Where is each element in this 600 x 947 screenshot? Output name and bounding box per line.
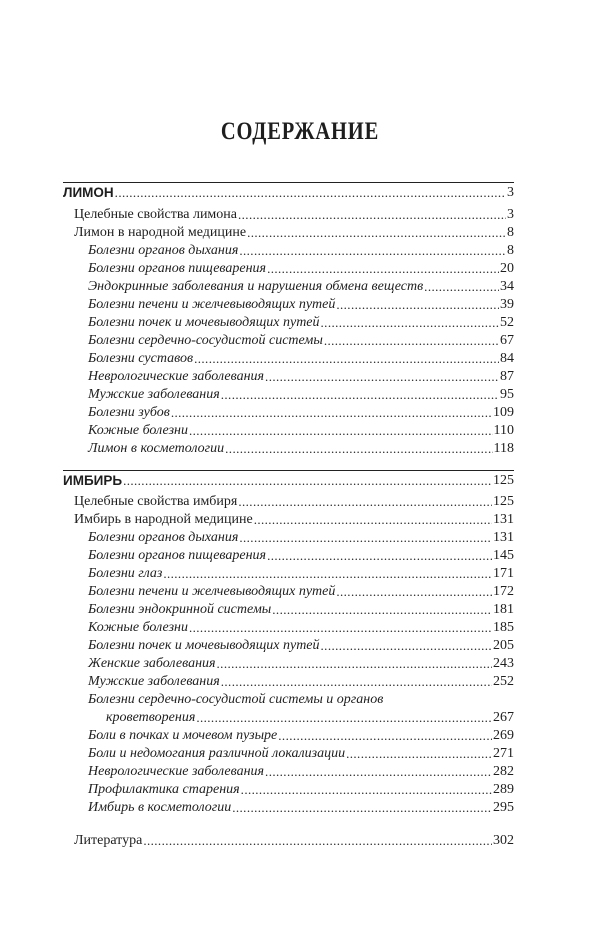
toc-page-number: 172 bbox=[493, 584, 514, 599]
toc-page-number: 110 bbox=[493, 423, 514, 438]
toc-entry[interactable] bbox=[74, 511, 514, 529]
toc-subentry[interactable] bbox=[88, 655, 514, 673]
toc-page-number: 181 bbox=[493, 602, 514, 617]
toc-page-number: 171 bbox=[493, 566, 514, 581]
toc-heading-label: ИМБИРЬ bbox=[63, 473, 123, 488]
toc-subentry[interactable] bbox=[88, 260, 514, 278]
leader-dots bbox=[321, 314, 499, 332]
toc-page-number: 271 bbox=[493, 746, 514, 761]
toc-page-number: 8 bbox=[507, 243, 514, 258]
toc-subentry-label: Болезни органов дыхания bbox=[88, 530, 239, 545]
toc-subentry-label: Имбирь в косметологии bbox=[88, 800, 232, 815]
leader-dots bbox=[272, 601, 492, 619]
toc-subentry-label: Эндокринные заболевания и нарушения обмена веществ bbox=[88, 279, 424, 294]
toc-subentry[interactable] bbox=[88, 583, 514, 601]
leader-dots bbox=[336, 583, 492, 601]
toc-subentry-label: Боли и недомогания различной локализации bbox=[88, 746, 346, 761]
toc-subentry[interactable] bbox=[88, 781, 514, 799]
toc-subentry[interactable] bbox=[88, 440, 514, 458]
leader-dots bbox=[232, 799, 492, 817]
toc-page-number: 3 bbox=[507, 207, 514, 222]
toc-page-number: 131 bbox=[493, 530, 514, 545]
leader-dots bbox=[221, 386, 499, 404]
leader-dots bbox=[239, 242, 506, 260]
toc-page-number: 8 bbox=[507, 225, 514, 240]
toc-entry-label: Целебные свойства имбиря bbox=[74, 494, 238, 509]
toc-subentry[interactable] bbox=[88, 601, 514, 619]
leader-dots bbox=[238, 206, 506, 224]
leader-dots bbox=[143, 832, 492, 850]
toc-page-number: 52 bbox=[500, 315, 514, 330]
toc-page-number: 243 bbox=[493, 656, 514, 671]
toc-subentry[interactable] bbox=[88, 332, 514, 350]
toc-subentry[interactable] bbox=[88, 350, 514, 368]
toc-subentry[interactable] bbox=[88, 619, 514, 637]
toc-page-number: 67 bbox=[500, 333, 514, 348]
toc-subentry[interactable] bbox=[88, 727, 514, 745]
toc-subentry-label: Женские заболевания bbox=[88, 656, 216, 671]
toc-page-number: 269 bbox=[493, 728, 514, 743]
toc-subentry-label: кроветворения bbox=[106, 710, 196, 725]
toc-subentry[interactable] bbox=[88, 296, 514, 314]
toc-heading-label: ЛИМОН bbox=[63, 185, 114, 200]
leader-dots bbox=[241, 781, 492, 799]
toc-page-number: 34 bbox=[500, 279, 514, 294]
toc-subentry-label-line1[interactable]: Болезни сердечно-сосудистой системы и органов bbox=[88, 692, 384, 707]
leader-dots bbox=[336, 296, 499, 314]
toc-entry-label: Лимон в народной медицине bbox=[74, 225, 247, 240]
toc-entry-label: Литература bbox=[74, 833, 143, 848]
toc-subentry[interactable] bbox=[88, 422, 514, 440]
toc-subentry[interactable] bbox=[88, 278, 514, 296]
leader-dots bbox=[123, 472, 492, 490]
toc-subentry[interactable] bbox=[88, 637, 514, 655]
toc-page-number: 3 bbox=[507, 185, 514, 200]
toc-subentry-label: Мужские заболевания bbox=[88, 387, 220, 402]
toc-page-number: 109 bbox=[493, 405, 514, 420]
toc-page-number: 125 bbox=[493, 473, 514, 488]
toc-heading-ginger[interactable] bbox=[63, 472, 514, 490]
leader-dots bbox=[115, 184, 506, 202]
toc-subentry-label: Болезни эндокринной системы bbox=[88, 602, 272, 617]
toc-subentry[interactable] bbox=[88, 763, 514, 781]
toc-subentry-label: Неврологические заболевания bbox=[88, 369, 265, 384]
toc-subentry[interactable] bbox=[106, 709, 514, 727]
toc-subentry-label: Болезни органов дыхания bbox=[88, 243, 239, 258]
toc-subentry-label: Боли в почках и мочевом пузыре bbox=[88, 728, 278, 743]
toc-entry-label: Имбирь в народной медицине bbox=[74, 512, 253, 527]
leader-dots bbox=[265, 763, 492, 781]
toc-subentry[interactable] bbox=[88, 368, 514, 386]
toc-subentry[interactable] bbox=[88, 386, 514, 404]
toc-page-number: 118 bbox=[493, 441, 514, 456]
leader-dots bbox=[267, 260, 499, 278]
leader-dots bbox=[321, 637, 492, 655]
leader-dots bbox=[265, 368, 499, 386]
toc-subentry-label: Болезни глаз bbox=[88, 566, 163, 581]
leader-dots bbox=[171, 404, 492, 422]
toc-page-number: 131 bbox=[493, 512, 514, 527]
leader-dots bbox=[238, 493, 492, 511]
leader-dots bbox=[194, 350, 499, 368]
page-title: СОДЕРЖАНИЕ bbox=[220, 118, 380, 145]
toc-subentry-label: Болезни органов пищеварения bbox=[88, 261, 267, 276]
leader-dots bbox=[346, 745, 492, 763]
toc-subentry[interactable] bbox=[88, 565, 514, 583]
leader-dots bbox=[239, 529, 492, 547]
leader-dots bbox=[221, 673, 492, 691]
toc-subentry-label: Профилактика старения bbox=[88, 782, 240, 797]
section-divider-ginger bbox=[63, 470, 514, 471]
toc-page-number: 267 bbox=[493, 710, 514, 725]
toc-subentry[interactable] bbox=[88, 673, 514, 691]
toc-page-number: 185 bbox=[493, 620, 514, 635]
toc-subentry[interactable] bbox=[88, 314, 514, 332]
leader-dots bbox=[163, 565, 492, 583]
toc-subentry-label: Болезни сердечно-сосудистой системы bbox=[88, 333, 323, 348]
toc-page-number: 95 bbox=[500, 387, 514, 402]
toc-subentry[interactable] bbox=[88, 745, 514, 763]
toc-entry[interactable] bbox=[74, 493, 514, 511]
toc-subentry-label: Болезни печени и желчевыводящих путей bbox=[88, 584, 336, 599]
leader-dots bbox=[424, 278, 499, 296]
leader-dots bbox=[196, 709, 492, 727]
toc-page-number: 125 bbox=[493, 494, 514, 509]
toc-entry[interactable] bbox=[74, 224, 514, 242]
toc-page-number: 295 bbox=[493, 800, 514, 815]
toc-subentry-label: Болезни зубов bbox=[88, 405, 170, 420]
toc-subentry[interactable] bbox=[88, 547, 514, 565]
toc-subentry-label: Болезни органов пищеварения bbox=[88, 548, 267, 563]
leader-dots bbox=[247, 224, 506, 242]
toc-entry[interactable] bbox=[74, 206, 514, 224]
toc-subentry[interactable] bbox=[88, 529, 514, 547]
toc-page-number: 205 bbox=[493, 638, 514, 653]
toc-entry-label: Целебные свойства лимона bbox=[74, 207, 237, 222]
toc-subentry[interactable] bbox=[88, 799, 514, 817]
toc-page-number: 20 bbox=[500, 261, 514, 276]
toc-page-number: 282 bbox=[493, 764, 514, 779]
toc-subentry-label: Болезни почек и мочевыводящих путей bbox=[88, 638, 320, 653]
toc-heading-lemon[interactable] bbox=[63, 184, 514, 202]
leader-dots bbox=[225, 440, 492, 458]
leader-dots bbox=[267, 547, 492, 565]
leader-dots bbox=[217, 655, 492, 673]
toc-page-number: 252 bbox=[493, 674, 514, 689]
leader-dots bbox=[278, 727, 492, 745]
toc-page-number: 302 bbox=[493, 833, 514, 848]
toc-page-number: 39 bbox=[500, 297, 514, 312]
toc-page-number: 289 bbox=[493, 782, 514, 797]
toc-subentry-label: Кожные болезни bbox=[88, 423, 188, 438]
leader-dots bbox=[189, 619, 492, 637]
section-divider-lemon bbox=[63, 182, 514, 183]
toc-subentry-label: Кожные болезни bbox=[88, 620, 188, 635]
leader-dots bbox=[254, 511, 492, 529]
toc-page-number: 145 bbox=[493, 548, 514, 563]
toc-page-number: 87 bbox=[500, 369, 514, 384]
leader-dots bbox=[189, 422, 493, 440]
toc-subentry-label: Болезни почек и мочевыводящих путей bbox=[88, 315, 320, 330]
toc-subentry-label: Болезни печени и желчевыводящих путей bbox=[88, 297, 336, 312]
toc-subentry-label: Мужские заболевания bbox=[88, 674, 220, 689]
toc-subentry-label: Неврологические заболевания bbox=[88, 764, 265, 779]
leader-dots bbox=[324, 332, 499, 350]
toc-page-number: 84 bbox=[500, 351, 514, 366]
toc-subentry[interactable] bbox=[88, 404, 514, 422]
toc-entry-literature[interactable] bbox=[74, 832, 514, 850]
toc-subentry-label: Лимон в косметологии bbox=[88, 441, 225, 456]
toc-subentry-label: Болезни суставов bbox=[88, 351, 194, 366]
toc-subentry[interactable] bbox=[88, 242, 514, 260]
